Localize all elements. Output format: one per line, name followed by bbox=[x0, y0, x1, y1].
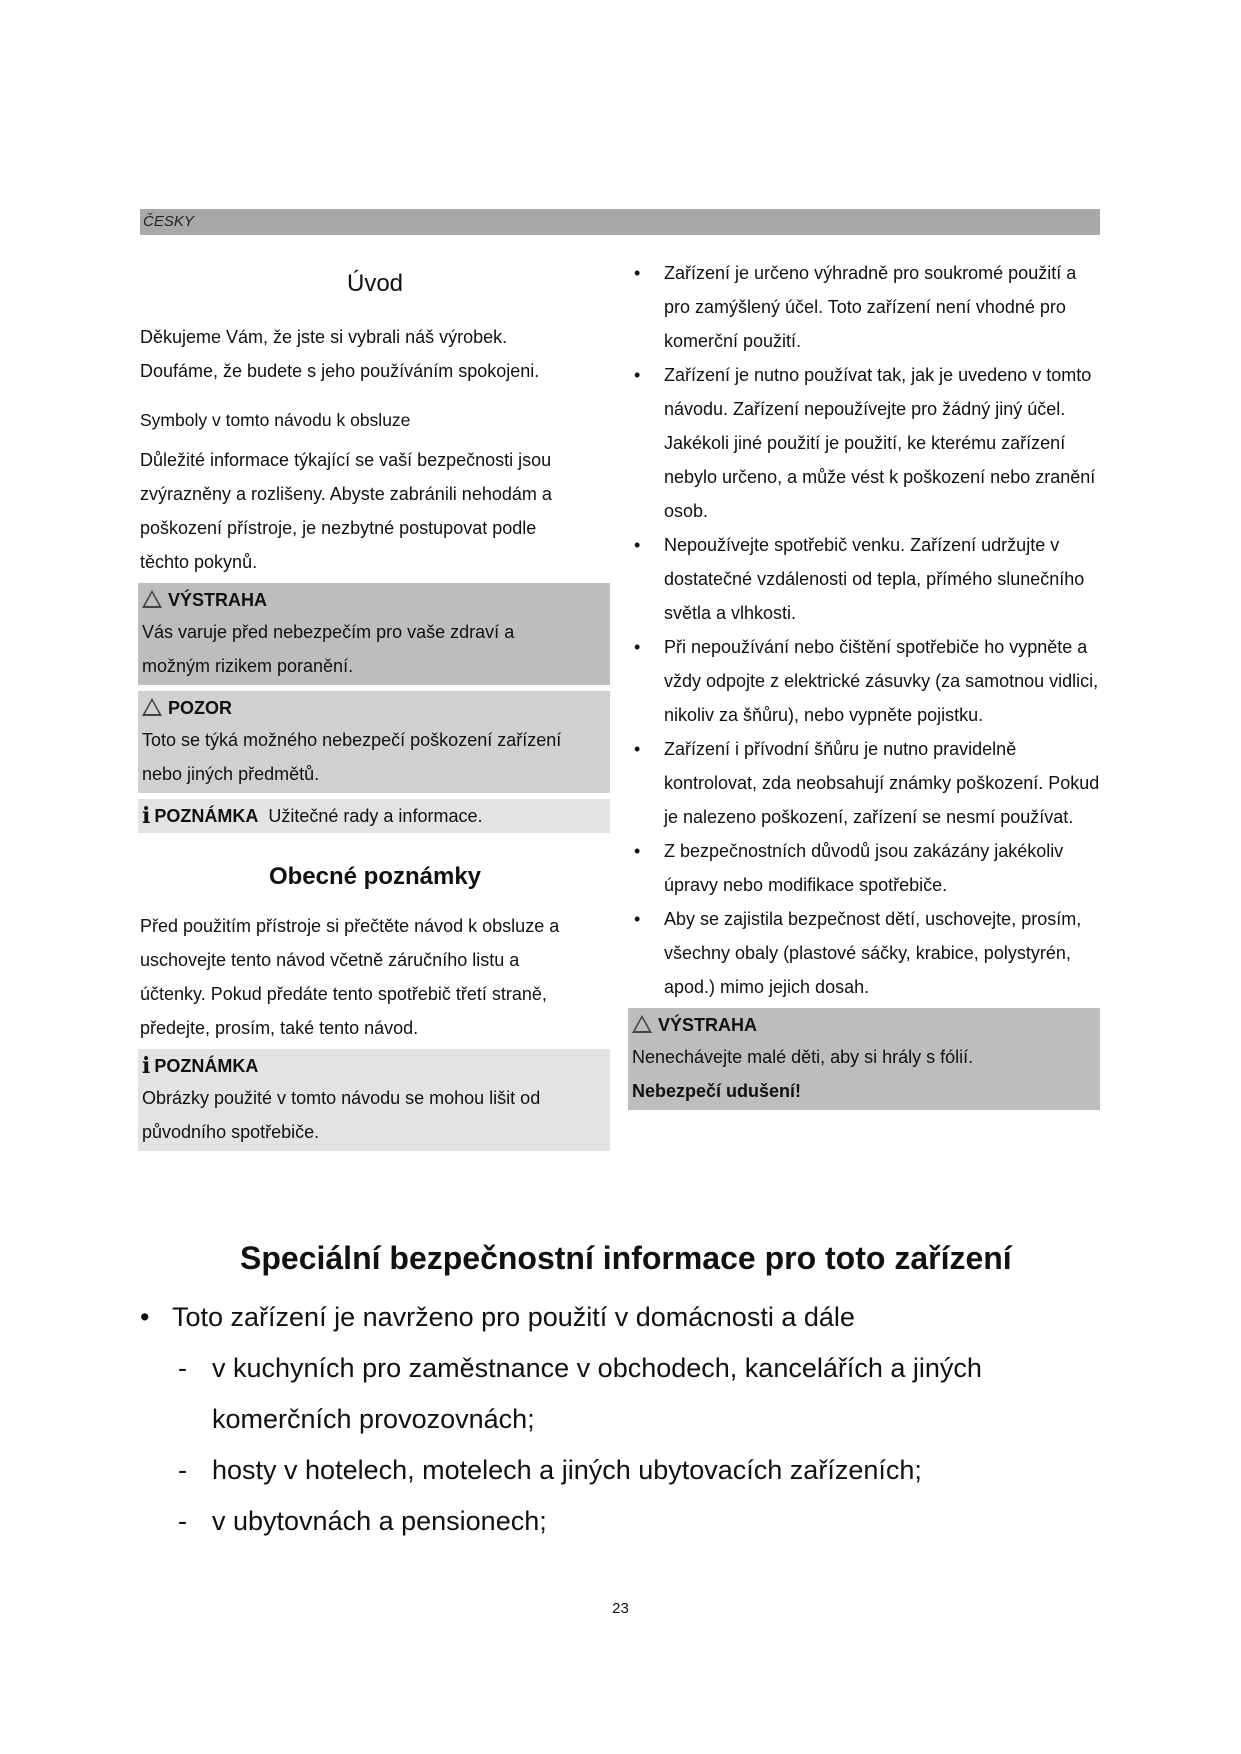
general-notes-title: Obecné poznámky bbox=[268, 863, 482, 890]
symbols-line: poškození přístroje, je nezbytné postupovat podle bbox=[140, 518, 537, 538]
left-column bbox=[140, 260, 610, 1157]
warning-text: Nenechávejte malé děti, aby si hrály s fólií. bbox=[632, 1047, 974, 1067]
intro-line: Doufáme, že budete s jeho používáním spokojeni. bbox=[140, 361, 540, 381]
special-item-text: v ubytovnách a pensionech; bbox=[212, 1506, 547, 1536]
language-header-bar bbox=[140, 209, 1100, 235]
info-icon: i bbox=[142, 1053, 151, 1079]
bullet-item: • Zařízení je určeno výhradně pro soukromé použití a pro zamýšlený účel. Toto zařízení není vhodné pro komerční použití. bbox=[630, 256, 1100, 358]
intro-title: Úvod bbox=[346, 270, 404, 297]
right-column bbox=[630, 256, 1100, 1116]
note-box bbox=[138, 1049, 610, 1151]
info-icon: i bbox=[142, 803, 151, 829]
intro-line: Děkujeme Vám, že jste si vybrali náš výrobek. bbox=[140, 327, 508, 347]
bullet-item: • Při nepoužívání nebo čištění spotřebiče ho vypněte a vždy odpojte z elektrické zásuvky (za samotnou vidlici, nikoliv za šňůru), nebo vypněte pojistku. bbox=[630, 630, 1100, 732]
general-line: předejte, prosím, také tento návod. bbox=[140, 1018, 419, 1038]
safety-bullet-list bbox=[630, 256, 1100, 1004]
symbols-line: Důležité informace týkající se vaší bezpečnosti jsou bbox=[140, 450, 552, 470]
special-item-text: hosty v hotelech, motelech a jiných ubytovacích zařízeních; bbox=[212, 1455, 922, 1485]
special-item: - hosty v hotelech, motelech a jiných ubytovacích zařízeních; bbox=[178, 1455, 922, 1485]
special-item-text: v kuchyních pro zaměstnance v obchodech, kancelářích a jiných komerčních provozovnách; bbox=[212, 1353, 982, 1434]
note-label: POZNÁMKA bbox=[154, 806, 259, 826]
bullet-item: • Aby se zajistila bezpečnost dětí, uschovejte, prosím, všechny obaly (plastové sáčky, krabice, polystyrén, apod.) mimo jejich dosah. bbox=[630, 902, 1100, 1004]
language-label: ČESKY bbox=[143, 213, 194, 230]
warning-text: možným rizikem poranění. bbox=[142, 656, 354, 676]
note-label: POZNÁMKA bbox=[154, 1056, 259, 1076]
general-line: Před použitím přístroje si přečtěte návod k obsluze a bbox=[140, 916, 560, 936]
bullet-item: • Z bezpečnostních důvodů jsou zakázány jakékoliv úpravy nebo modifikace spotřebiče. bbox=[630, 834, 1100, 902]
general-line: účtenky. Pokud předáte tento spotřebič třetí straně, bbox=[140, 984, 547, 1004]
warning-icon bbox=[632, 1015, 652, 1033]
bullet-item: • Zařízení je nutno používat tak, jak je uvedeno v tomto návodu. Zařízení nepoužívejte pro žádný jiný účel. Jakékoli jiné použití je použití, ke kterému zařízení nebylo určeno, a může vést k poškození nebo zranění osob. bbox=[630, 358, 1100, 528]
general-line: uschovejte tento návod včetně záručního listu a bbox=[140, 950, 520, 970]
caution-box bbox=[138, 691, 610, 793]
special-intro: • Toto zařízení je navrženo pro použití v domácnosti a dále bbox=[140, 1292, 1100, 1343]
caution-text: nebo jiných předmětů. bbox=[142, 764, 320, 784]
note-box bbox=[138, 799, 610, 833]
warning-label: VÝSTRAHA bbox=[658, 1015, 758, 1035]
symbols-line: těchto pokynů. bbox=[140, 552, 258, 572]
warning-box bbox=[628, 1008, 1100, 1110]
warning-text: Nebezpečí udušení! bbox=[632, 1081, 802, 1101]
special-item: - v kuchyních pro zaměstnance v obchodech, kancelářích a jiných komerčních provozovnách; bbox=[178, 1353, 982, 1434]
warning-icon bbox=[142, 590, 162, 608]
special-safety-list bbox=[140, 1292, 1100, 1547]
note-text: Užitečné rady a informace. bbox=[268, 806, 483, 826]
warning-text: Vás varuje před nebezpečím pro vaše zdraví a bbox=[142, 622, 515, 642]
bullet-item: • Zařízení i přívodní šňůru je nutno pravidelně kontrolovat, zda neobsahují známky poškození. Pokud je nalezeno poškození, zařízení se nesmí používat. bbox=[630, 732, 1100, 834]
warning-box bbox=[138, 583, 610, 685]
note-text: původního spotřebiče. bbox=[142, 1122, 320, 1142]
warning-label: VÝSTRAHA bbox=[168, 590, 268, 610]
special-item: - v ubytovnách a pensionech; bbox=[178, 1506, 547, 1536]
symbols-line: zvýrazněny a rozlišeny. Abyste zabránili nehodám a bbox=[140, 484, 552, 504]
page-number: 23 bbox=[612, 1600, 629, 1617]
caution-icon bbox=[142, 698, 162, 716]
caution-label: POZOR bbox=[168, 698, 233, 718]
special-safety-title: Speciální bezpečnostní informace pro toto zařízení bbox=[240, 1240, 1012, 1276]
symbols-title: Symboly v tomto návodu k obsluze bbox=[140, 410, 411, 430]
bullet-item: • Nepoužívejte spotřebič venku. Zařízení udržujte v dostatečné vzdálenosti od tepla, přímého slunečního světla a vlhkosti. bbox=[630, 528, 1100, 630]
note-text: Obrázky použité v tomto návodu se mohou lišit od bbox=[142, 1088, 541, 1108]
caution-text: Toto se týká možného nebezpečí poškození zařízení bbox=[142, 730, 562, 750]
